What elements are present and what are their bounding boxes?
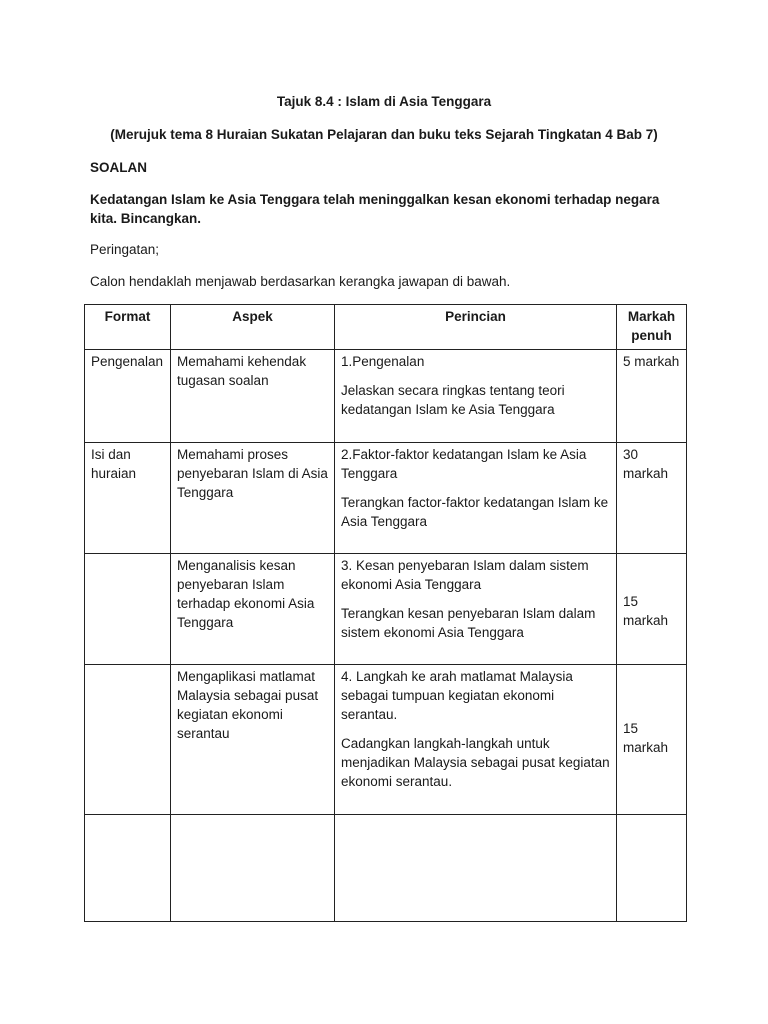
header-perincian: Perincian [335, 305, 617, 350]
perincian-title: 3. Kesan penyebaran Islam dalam sistem ekonomi Asia Tenggara [341, 558, 589, 592]
cell-perincian [335, 554, 617, 665]
table-row [85, 665, 687, 815]
cell-aspek: Menganalisis kesan penyebaran Islam terhadap ekonomi Asia Tenggara [171, 554, 335, 665]
table-header-row [85, 305, 687, 350]
answer-framework-table [84, 304, 687, 922]
header-format: Format [85, 305, 171, 350]
perincian-title: 4. Langkah ke arah matlamat Malaysia sebagai tumpuan kegiatan ekonomi serantau. [341, 669, 573, 722]
cell-format: Pengenalan [85, 350, 171, 443]
perincian-desc: Terangkan kesan penyebaran Islam dalam sistem ekonomi Asia Tenggara [341, 606, 596, 640]
cell-perincian [335, 350, 617, 443]
cell-empty [617, 815, 687, 922]
cell-format: Isi dan huraian [85, 443, 171, 554]
reference-note: (Merujuk tema 8 Huraian Sukatan Pelajaran dan buku teks Sejarah Tingkatan 4 Bab 7) [110, 127, 658, 142]
question-text: Kedatangan Islam ke Asia Tenggara telah meninggalkan kesan ekonomi terhadap negara kita. Bincangkan. [90, 192, 660, 226]
cell-empty [85, 815, 171, 922]
cell-empty [171, 815, 335, 922]
instruction-text: Calon hendaklah menjawab berdasarkan kerangka jawapan di bawah. [90, 274, 511, 289]
perincian-desc: Cadangkan langkah-langkah untuk menjadikan Malaysia sebagai pusat kegiatan ekonomi serantau. [341, 736, 610, 789]
table-row [85, 350, 687, 443]
table-row [85, 443, 687, 554]
cell-markah: 5 markah [617, 350, 687, 443]
cell-markah: 30 markah [617, 443, 687, 554]
perincian-desc: Jelaskan secara ringkas tentang teori kedatangan Islam ke Asia Tenggara [341, 383, 565, 417]
header-markah: Markah penuh [617, 305, 687, 350]
section-label: SOALAN [90, 160, 147, 175]
perincian-desc: Terangkan factor-faktor kedatangan Islam ke Asia Tenggara [341, 495, 609, 529]
cell-perincian [335, 665, 617, 815]
page-title: Tajuk 8.4 : Islam di Asia Tenggara [276, 94, 492, 109]
perincian-title: 2.Faktor-faktor kedatangan Islam ke Asia Tenggara [341, 447, 587, 481]
warning-label: Peringatan; [90, 242, 160, 257]
cell-markah [617, 554, 687, 665]
perincian-title: 1.Pengenalan [341, 354, 425, 369]
table-row [85, 554, 687, 665]
cell-format [85, 554, 171, 665]
cell-markah [617, 665, 687, 815]
cell-empty [335, 815, 617, 922]
markah-value: 15 markah [623, 721, 669, 755]
cell-aspek: Memahami kehendak tugasan soalan [171, 350, 335, 443]
cell-format [85, 665, 171, 815]
cell-aspek: Mengaplikasi matlamat Malaysia sebagai pusat kegiatan ekonomi serantau [171, 665, 335, 815]
cell-perincian [335, 443, 617, 554]
header-aspek: Aspek [171, 305, 335, 350]
markah-value: 15 markah [623, 594, 669, 628]
cell-aspek: Memahami proses penyebaran Islam di Asia Tenggara [171, 443, 335, 554]
table-row-empty [85, 815, 687, 922]
